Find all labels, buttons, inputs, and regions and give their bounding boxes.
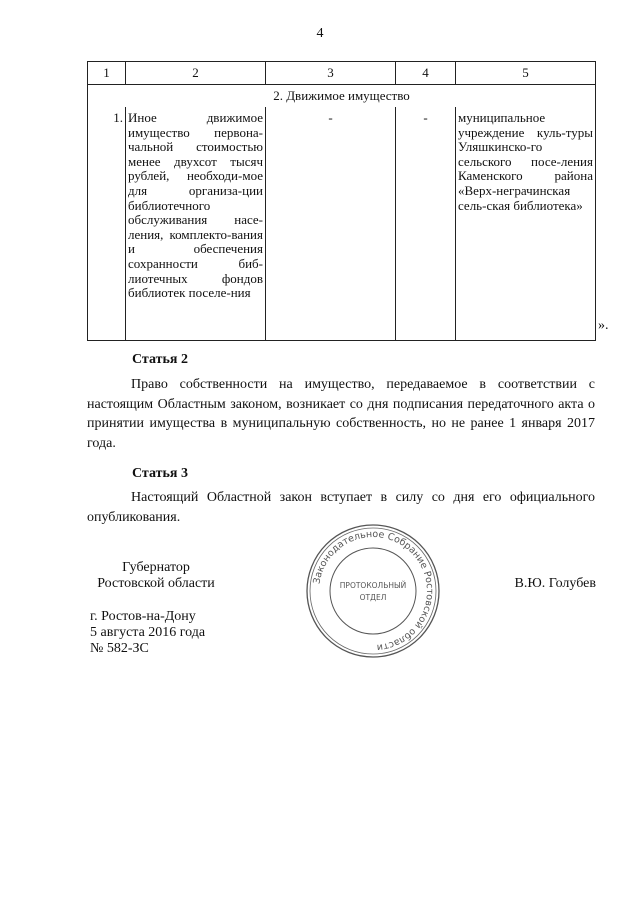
header-cell: 2 <box>126 62 266 85</box>
signatory-title-line: Ростовской области <box>97 576 215 591</box>
table-row <box>88 107 596 341</box>
article-3-title: Статья 3 <box>132 466 188 481</box>
stamp-ring-text: Законодательное Собрание Ростовской области <box>311 528 436 653</box>
property-name: Иное движимое имущество первона-чальной стоимостью менее двухсот тысяч рублей, необходи-мое для организа-ции библиотечного обслуживания насе-ления, комплекто-вания и обеспечения сохранности биб-лиотечных фондов библиотек поселе-ния <box>126 107 266 341</box>
row-number: 1. <box>88 107 126 341</box>
section-row <box>88 85 596 108</box>
law-number: № 582-ЗС <box>90 641 149 656</box>
signing-city: г. Ростов-на-Дону <box>90 609 196 624</box>
article-3-text: Настоящий Областной закон вступает в силу со дня его официального опубликования. <box>87 490 595 525</box>
column-3-value: - <box>266 107 396 341</box>
header-cell: 3 <box>266 62 396 85</box>
recipient-name: муниципальное учреждение куль-туры Уляшкинско-го сельского посе-ления Каменского района «Верх-неграчинская сель-ская библиотека» <box>456 107 596 341</box>
property-table <box>87 61 596 341</box>
signing-details <box>90 609 205 657</box>
closing-quote: ». <box>598 318 609 333</box>
signatory-title <box>90 560 222 592</box>
signatory-title-line: Губернатор <box>122 560 190 575</box>
official-stamp <box>304 522 442 660</box>
stamp-center-text: ОТДЕЛ <box>359 593 387 602</box>
stamp-center-text: ПРОТОКОЛЬНЫЙ <box>339 581 407 590</box>
header-cell: 5 <box>456 62 596 85</box>
article-2-title: Статья 2 <box>132 352 188 367</box>
column-4-value: - <box>396 107 456 341</box>
header-cell: 1 <box>88 62 126 85</box>
signing-date: 5 августа 2016 года <box>90 625 206 640</box>
section-title: 2. Движимое имущество <box>88 85 596 108</box>
page-number: 4 <box>316 26 324 41</box>
signatory-name: В.Ю. Голубев <box>514 576 596 591</box>
article-2-text: Право собственности на имущество, передаваемое в соответствии с настоящим Областным законом, возникает со дня подписания передаточного акта о принятии имущества в муниципальную собственность, но не ранее 1 января 2017 года. <box>87 377 595 451</box>
table-header-row <box>88 62 596 85</box>
header-cell: 4 <box>396 62 456 85</box>
